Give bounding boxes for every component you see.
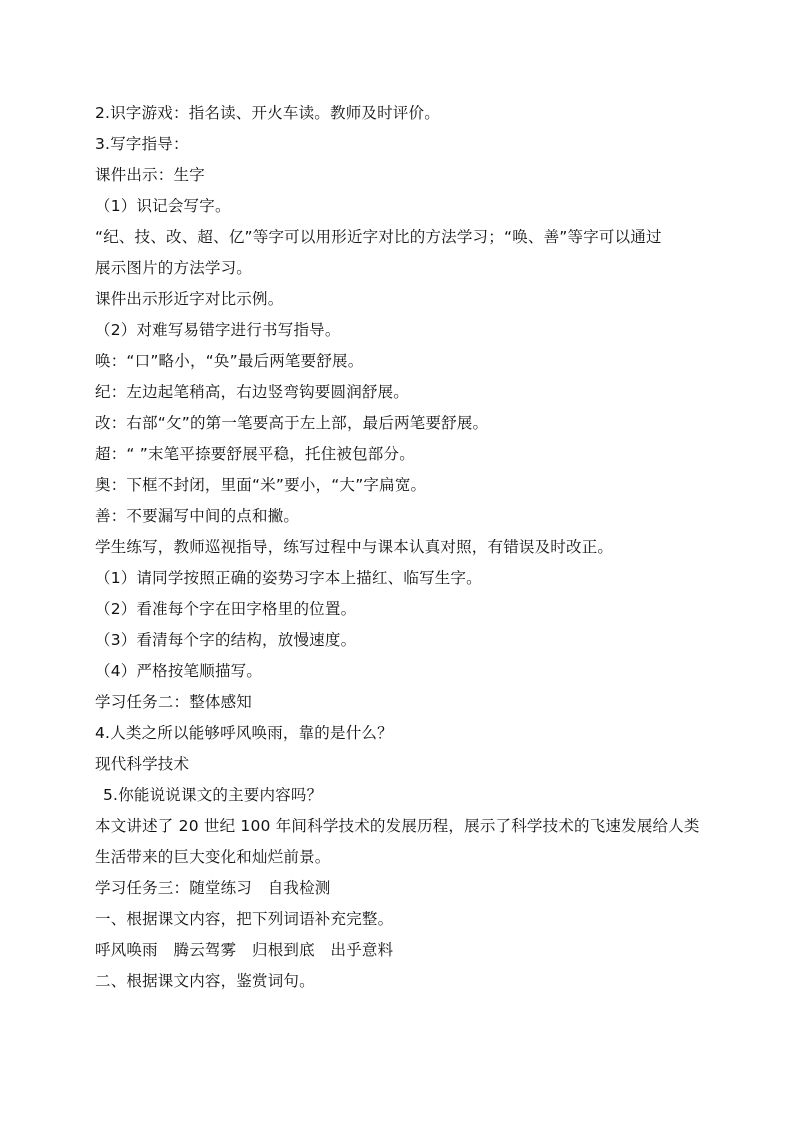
text-line: 唤：“口”略小，“奂”最后两笔要舒展。 (95, 352, 364, 370)
text-line: 3.写字指导： (95, 135, 189, 153)
text-line: 学生练写，教师巡视指导，练写过程中与课本认真对照，有错误及时改正。 (95, 538, 614, 556)
text-line: 2.识字游戏：指名读、开火车读。教师及时评价。 (95, 104, 440, 122)
text-line: 课件出示：生字 (95, 166, 205, 184)
text-line: 奥：下框不封闭，里面“米”要小，“大”字扁宽。 (95, 476, 427, 494)
document-body (95, 98, 711, 997)
text-line: 课件出示形近字对比示例。 (95, 290, 284, 308)
text-line: 学习任务二：整体感知 (95, 693, 253, 711)
text-line: （2）对难写易错字进行书写指导。 (95, 321, 341, 339)
text-line: “纪、技、改、超、亿”等字可以用形近字对比的方法学习；“唤、善”等字可以通过 (95, 228, 662, 246)
text-line: 学习任务三：随堂练习 自我检测 (95, 879, 331, 897)
text-line: 呼风唤雨 腾云驾雾 归根到底 出乎意料 (95, 941, 394, 959)
text-line: 本文讲述了 20 世纪 100 年间科学技术的发展历程，展示了科学技术的飞速发展给人类 (95, 817, 700, 835)
text-line: （4）严格按笔顺描写。 (95, 662, 263, 680)
text-line: 二、根据课文内容，鉴赏词句。 (95, 972, 315, 990)
text-line: 纪：左边起笔稍高，右边竖弯钩要圆润舒展。 (95, 383, 410, 401)
text-line: 5.你能说说课文的主要内容吗？ (103, 786, 323, 804)
text-line: （2）看准每个字在田字格里的位置。 (95, 600, 357, 618)
text-line: （1）请同学按照正确的姿势习字本上描红、临写生字。 (95, 569, 482, 587)
text-line: 善：不要漏写中间的点和撇。 (95, 507, 300, 525)
text-line: （3）看清每个字的结构，放慢速度。 (95, 631, 357, 649)
text-line: 超：“ ”末笔平捺要舒展平稳，托住被包部分。 (95, 445, 415, 463)
text-line: 改：右部“攵”的第一笔要高于左上部，最后两笔要舒展。 (95, 414, 489, 432)
text-line: 4.人类之所以能够呼风唤雨，靠的是什么？ (95, 724, 393, 742)
text-line: 生活带来的巨大变化和灿烂前景。 (95, 848, 331, 866)
text-line: 展示图片的方法学习。 (95, 259, 253, 277)
text-line: 现代科学技术 (95, 755, 190, 773)
text-line: 一、根据课文内容，把下列词语补充完整。 (95, 910, 394, 928)
text-line: （1）识记会写字。 (95, 197, 231, 215)
